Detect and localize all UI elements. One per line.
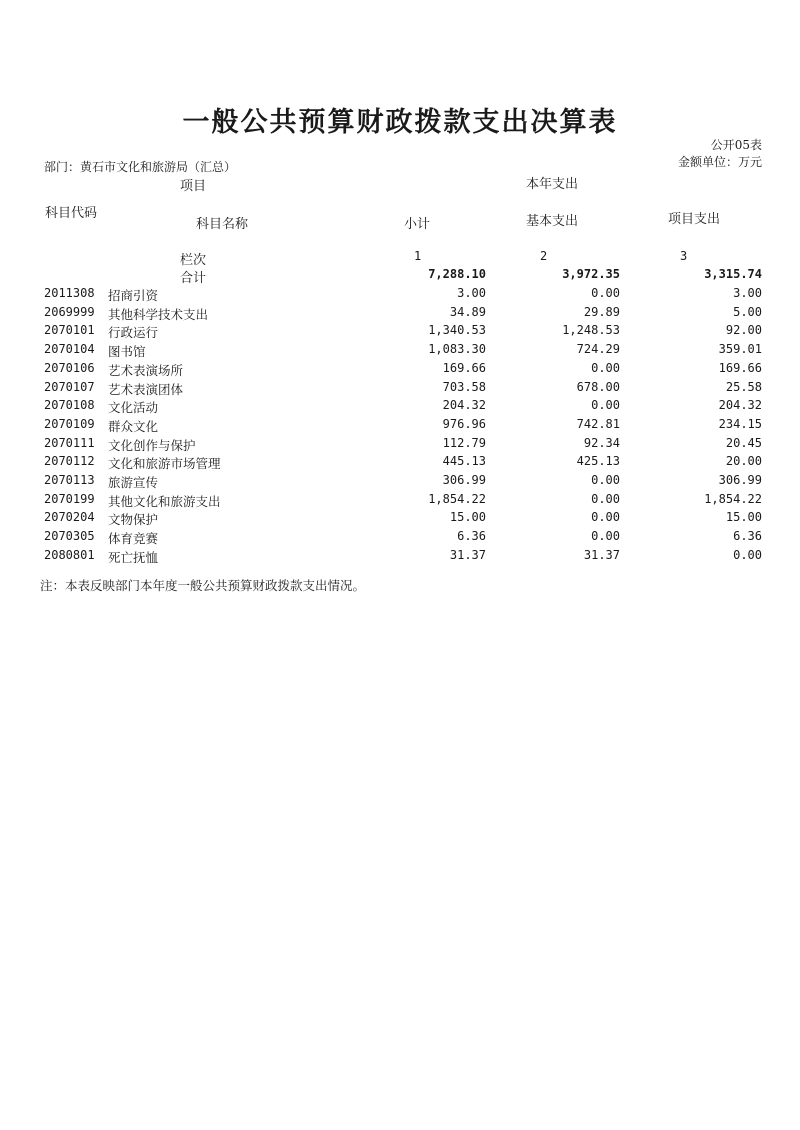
table-row — [0, 473, 800, 491]
row-code: 2070107 — [44, 379, 95, 394]
row-name: 文化和旅游市场管理 — [108, 456, 221, 472]
row-name: 图书馆 — [108, 344, 146, 360]
row-code: 2070111 — [44, 435, 95, 450]
row-subtotal: 1,340.53 — [428, 323, 486, 338]
row-basic: 0.00 — [591, 286, 620, 300]
header-project-expense: 项目支出 — [668, 212, 721, 227]
row-project: 92.00 — [725, 323, 762, 338]
row-project: 15.00 — [725, 510, 762, 525]
row-code: 2070109 — [44, 416, 95, 431]
total-project: 3,315.74 — [704, 267, 762, 281]
row-subtotal: 1,854.22 — [428, 491, 486, 506]
row-basic: 0.00 — [591, 360, 620, 375]
column-number-3: 3 — [680, 249, 688, 263]
table-row — [0, 286, 800, 304]
total-row — [0, 267, 800, 285]
table-row — [0, 417, 800, 435]
column-number-1: 1 — [414, 249, 422, 263]
table-row — [0, 323, 800, 341]
row-code: 2070104 — [44, 342, 95, 357]
row-project: 6.36 — [733, 529, 762, 544]
page-title: 一般公共预算财政拨款支出决算表 — [182, 107, 618, 138]
table-row — [0, 398, 800, 416]
row-basic: 0.00 — [591, 491, 620, 506]
row-name: 其他文化和旅游支出 — [108, 493, 221, 509]
row-code: 2070106 — [44, 360, 95, 375]
row-subtotal: 34.89 — [449, 304, 486, 319]
table-row — [0, 529, 800, 547]
row-name: 艺术表演场所 — [108, 362, 184, 378]
row-subtotal: 976.96 — [442, 416, 486, 431]
table-row — [0, 361, 800, 379]
row-project: 3.00 — [733, 286, 762, 300]
row-basic: 0.00 — [591, 398, 620, 413]
row-subtotal: 445.13 — [442, 454, 486, 469]
header-project: 项目 — [180, 179, 207, 194]
row-name: 文化活动 — [108, 400, 159, 416]
row-subtotal: 169.66 — [442, 360, 486, 375]
form-code: 公开05表 — [710, 138, 762, 152]
row-code: 2070112 — [44, 454, 95, 469]
row-name: 招商引资 — [108, 288, 159, 303]
row-name: 其他科学技术支出 — [108, 306, 209, 322]
header-current-year: 本年支出 — [526, 177, 579, 192]
table-row — [0, 342, 800, 360]
row-subtotal: 15.00 — [449, 510, 486, 525]
row-subtotal: 306.99 — [442, 473, 486, 487]
row-code: 2080801 — [44, 547, 95, 562]
row-name: 体育竞赛 — [108, 531, 159, 547]
table-row — [0, 510, 800, 528]
column-number-label: 栏次 — [180, 253, 207, 268]
row-basic: 724.29 — [576, 342, 620, 357]
row-basic: 742.81 — [576, 416, 620, 431]
row-project: 204.32 — [718, 398, 762, 413]
row-basic: 678.00 — [576, 379, 620, 394]
row-name: 艺术表演团体 — [108, 381, 184, 397]
header-basic: 基本支出 — [526, 214, 579, 229]
row-subtotal: 3.00 — [457, 286, 486, 300]
row-code: 2070305 — [44, 529, 95, 544]
row-name: 群众文化 — [108, 418, 159, 434]
header-name: 科目名称 — [196, 217, 249, 232]
row-basic: 0.00 — [591, 473, 620, 487]
table-row — [0, 380, 800, 398]
row-project: 234.15 — [718, 416, 762, 431]
row-project: 306.99 — [718, 473, 762, 487]
row-basic: 0.00 — [591, 510, 620, 525]
row-name: 旅游宣传 — [108, 475, 159, 490]
row-code: 2011308 — [44, 286, 95, 300]
department-label: 部门：黄石市文化和旅游局（汇总） — [44, 160, 237, 174]
column-number-2: 2 — [540, 249, 548, 263]
row-name: 行政运行 — [108, 325, 159, 341]
row-code: 2070108 — [44, 398, 95, 413]
row-name: 文化创作与保护 — [108, 437, 196, 453]
row-basic: 425.13 — [576, 454, 620, 469]
header-subtotal: 小计 — [404, 217, 431, 232]
row-project: 0.00 — [733, 547, 762, 562]
row-project: 359.01 — [718, 342, 762, 357]
row-project: 1,854.22 — [704, 491, 762, 506]
row-code: 2070113 — [44, 473, 95, 487]
table-row — [0, 492, 800, 510]
footnote: 注：本表反映部门本年度一般公共预算财政拨款支出情况。 — [40, 578, 366, 593]
total-subtotal: 7,288.10 — [428, 267, 486, 281]
row-basic: 92.34 — [583, 435, 620, 450]
row-code: 2070199 — [44, 491, 95, 506]
header-code: 科目代码 — [44, 206, 97, 221]
row-project: 20.45 — [725, 435, 762, 450]
table-row — [0, 305, 800, 323]
row-project: 25.58 — [725, 379, 762, 394]
total-label: 合计 — [180, 271, 207, 286]
row-subtotal: 6.36 — [457, 529, 486, 544]
row-name: 文物保护 — [108, 512, 159, 528]
row-project: 169.66 — [718, 360, 762, 375]
row-subtotal: 1,083.30 — [428, 342, 486, 357]
row-basic: 31.37 — [583, 547, 620, 562]
row-project: 5.00 — [733, 304, 762, 319]
row-subtotal: 204.32 — [442, 398, 486, 413]
row-basic: 29.89 — [583, 304, 620, 319]
row-subtotal: 112.79 — [442, 435, 486, 450]
table-row — [0, 454, 800, 472]
row-subtotal: 703.58 — [442, 379, 486, 394]
row-basic: 1,248.53 — [562, 323, 620, 338]
row-name: 死亡抚恤 — [108, 549, 159, 565]
row-basic: 0.00 — [591, 529, 620, 544]
amount-unit: 金额单位：万元 — [677, 155, 762, 169]
row-code: 2070204 — [44, 510, 95, 525]
row-project: 20.00 — [725, 454, 762, 469]
column-number-row — [0, 249, 800, 267]
row-code: 2069999 — [44, 304, 95, 319]
row-subtotal: 31.37 — [449, 547, 486, 562]
table-row — [0, 548, 800, 566]
total-basic: 3,972.35 — [562, 267, 620, 281]
table-row — [0, 436, 800, 454]
row-code: 2070101 — [44, 323, 95, 338]
